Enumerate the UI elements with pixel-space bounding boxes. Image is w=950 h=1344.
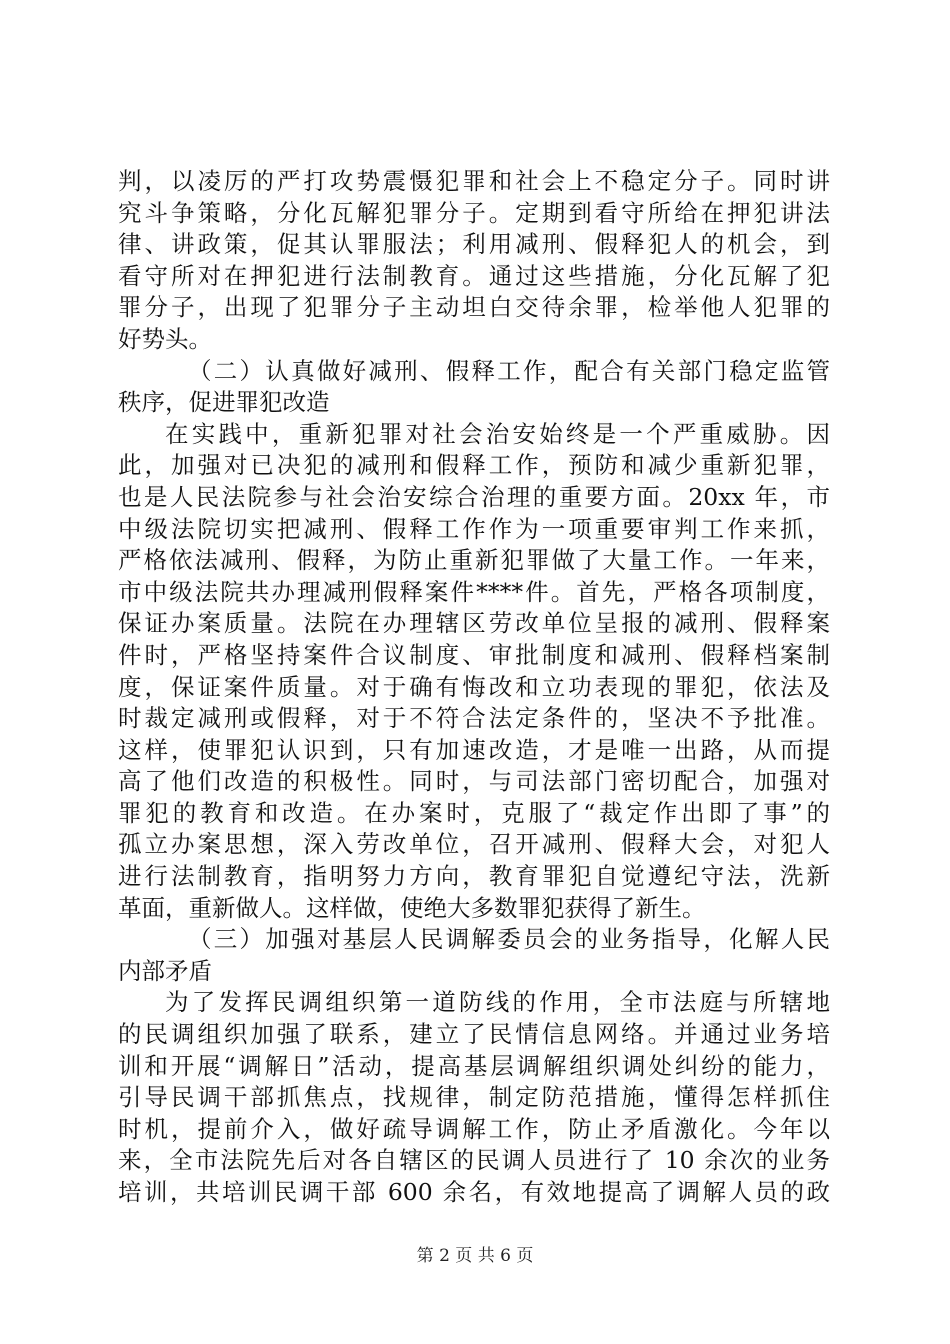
text-line: 进行法制教育，指明努力方向，教育罪犯自觉遵纪守法，洗新 (118, 862, 830, 891)
body-paragraph (118, 419, 830, 925)
text-line: 在实践中，重新犯罪对社会治安始终是一个严重威胁。因 (165, 419, 830, 448)
section-heading (118, 924, 830, 987)
text-line: 件时，严格坚持案件合议制度、审批制度和减刑、假释档案制 (118, 640, 830, 669)
text-line: 培训，共培训民调干部 600 余名，有效地提高了调解人员的政 (118, 1178, 830, 1206)
text-line: 高了他们改造的积极性。同时，与司法部门密切配合，加强对 (118, 767, 830, 796)
text-line: 中级法院切实把减刑、假释工作作为一项重要审判工作来抓， (118, 514, 830, 543)
text-line: 判，以凌厉的严打攻势震慑犯罪和社会上不稳定分子。同时讲 (118, 167, 830, 195)
text-line: 好势头。 (118, 324, 212, 353)
text-line: 来，全市法院先后对各自辖区的民调人员进行了 10 余次的业务 (118, 1146, 830, 1175)
text-line: 此，加强对已决犯的减刑和假释工作，预防和减少重新犯罪， (118, 451, 830, 480)
body-paragraph (118, 987, 830, 1208)
text-line: 律、讲政策，促其认罪服法；利用减刑、假释犯人的机会，到 (118, 230, 830, 259)
text-line: 时机，提前介入，做好疏导调解工作，防止矛盾激化。今年以 (118, 1114, 830, 1143)
text-line: 也是人民法院参与社会治安综合治理的重要方面。20xx 年，市 (118, 482, 830, 511)
text-line: 究斗争策略，分化瓦解犯罪分子。定期到看守所给在押犯讲法 (118, 198, 830, 227)
text-line: 看守所对在押犯进行法制教育。通过这些措施，分化瓦解了犯 (118, 261, 830, 290)
text-line: 为了发挥民调组织第一道防线的作用，全市法庭与所辖地 (165, 988, 830, 1017)
text-line: 严格依法减刑、假释，为防止重新犯罪做了大量工作。一年来， (118, 546, 830, 575)
body-paragraph (118, 166, 830, 356)
document-body (118, 166, 830, 1209)
section-heading (118, 356, 830, 419)
text-line: 的民调组织加强了联系，建立了民情信息网络。并通过业务培 (118, 1020, 830, 1049)
text-line: （三）加强对基层人民调解委员会的业务指导，化解人民 (188, 925, 830, 954)
text-line: 革面，重新做人。这样做，使绝大多数罪犯获得了新生。 (118, 893, 706, 922)
text-line: 市中级法院共办理减刑假释案件****件。首先，严格各项制度， (118, 577, 830, 606)
text-line: 秩序，促进罪犯改造 (118, 388, 330, 417)
text-line: （二）认真做好减刑、假释工作，配合有关部门稳定监管 (188, 356, 830, 385)
text-line: 孤立办案思想，深入劳改单位，召开减刑、假释大会，对犯人 (118, 830, 830, 859)
text-line: 这样，使罪犯认识到，只有加速改造，才是唯一出路，从而提 (118, 735, 830, 764)
text-line: 保证办案质量。法院在办理辖区劳改单位呈报的减刑、假释案 (118, 609, 830, 638)
text-line: 罪分子，出现了犯罪分子主动坦白交待余罪，检举他人犯罪的 (118, 293, 830, 322)
text-line: 训和开展“调解日”活动，提高基层调解组织调处纠纷的能力， (118, 1051, 830, 1080)
text-line: 引导民调干部抓焦点，找规律，制定防范措施，懂得怎样抓住 (118, 1083, 830, 1112)
text-line: 时裁定减刑或假释，对于不符合法定条件的，坚决不予批准。 (118, 704, 830, 733)
text-line: 内部矛盾 (118, 956, 212, 985)
text-line: 罪犯的教育和改造。在办案时，克服了“裁定作出即了事”的 (118, 798, 830, 827)
text-line: 度，保证案件质量。对于确有悔改和立功表现的罪犯，依法及 (118, 672, 830, 701)
page-number-footer: 第 2 页 共 6 页 (416, 1246, 534, 1266)
